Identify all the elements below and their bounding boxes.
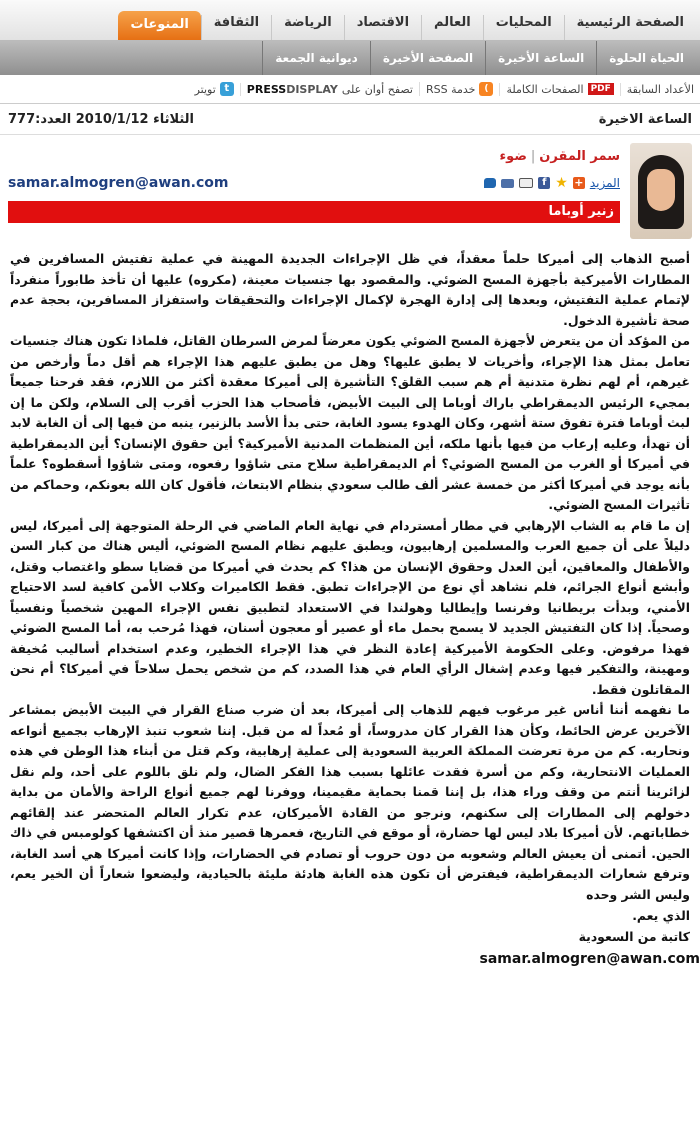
author-email[interactable]: samar.almogren@awan.com xyxy=(8,175,229,191)
author-block xyxy=(0,135,700,243)
subnav-friday[interactable]: ديوانية الجمعة xyxy=(262,41,370,75)
nav-world[interactable]: العالم xyxy=(421,15,483,40)
paragraph-3: إن ما قام به الشاب الإرهابي في مطار أمستردام في نهاية العام الماضي في الرحلة المتوجهة إلى أميركا، ليس دليلاً على أن جميع العرب والمسلمين إرهابيون، ويطبق عليهم نظام المسح الضوئي، أليس هناك من كبار السن والأطفال والمعاقين، أين العدل وحقوق الإنسان من هذا؟ كم يحدث في أميركا من قضايا سطو واغتصاب وقتل، وأبشع أنواع الجرائم، فلم نشاهد أي نوع من الإجراءات تطبق. فقط الكاميرات وكلاب الأمن كافية لسد الاحتياج الأمني، وبدأت بريطانيا وفرنسا وإيطاليا وهولندا في الاستعداد لتطبيق نفس الإجراء المهين شخصياً ونفسياً وصحياً. إذا كان التفتيش الجديد لا يسمح بحمل ماء أو عصير أو معجون أسنان، فهذا مُرحب به، أما المسح الضوئي فهذا مرفوض. وعلى الحكومة الأميركية إعادة النظر في هذا الإجراء الخطير، وعدم استخدام أساليب مُخيفة ومهينة، والتفكير فيها وعدم إشغال الرأي العام في هذا الصدد، كم من شخص يحمل سلاحاً في أميركا؟ أم نحن المقاتلون فقط. xyxy=(10,517,690,697)
more-link[interactable]: المزيد xyxy=(589,176,620,190)
add-icon[interactable]: + xyxy=(574,176,584,189)
column-name[interactable]: ضوء xyxy=(499,149,527,164)
secondary-nav xyxy=(0,41,700,75)
closing-line: الذي يعم. xyxy=(632,908,690,923)
nav-local[interactable]: المحليات xyxy=(483,15,564,40)
nav-culture[interactable]: الثقافة xyxy=(201,15,271,40)
utility-bar xyxy=(0,75,700,104)
comment-icon[interactable] xyxy=(484,178,496,188)
subnav-last-hour[interactable]: الساعة الأخيرة xyxy=(485,41,596,75)
twitter-icon: t xyxy=(220,82,234,96)
nav-home[interactable]: الصفحة الرئيسية xyxy=(564,15,696,40)
author-photo xyxy=(630,143,692,239)
archive-label: الأعداد السابقة xyxy=(626,82,694,96)
browse-label: تصفح أوان على xyxy=(341,82,413,96)
dateline xyxy=(0,104,700,135)
star-icon[interactable]: ★ xyxy=(555,175,568,191)
article-title: زنير أوباما xyxy=(8,201,620,223)
section-name: الساعة الاخيرة xyxy=(598,111,692,127)
nav-misc-active[interactable]: المنوعات xyxy=(118,11,200,40)
nav-economy[interactable]: الاقتصاد xyxy=(344,15,421,40)
facebook-icon[interactable]: f xyxy=(538,177,550,189)
print-icon[interactable] xyxy=(519,178,533,188)
full-pages-label: الصفحات الكاملة xyxy=(506,82,584,96)
pdf-icon: PDF xyxy=(588,83,614,95)
nav-sports[interactable]: الرياضة xyxy=(271,15,344,40)
subnav-sweet-life[interactable]: الحياة الحلوة xyxy=(596,41,696,75)
byline: سمر المقرن|ضوء xyxy=(499,149,620,164)
author-signature: كاتبة من السعودية xyxy=(578,929,690,944)
twitter-link[interactable] xyxy=(189,82,240,96)
rss-icon: ) xyxy=(479,82,493,96)
author-email-bottom[interactable]: samar.almogren@awan.com xyxy=(479,951,700,967)
primary-nav xyxy=(0,0,700,41)
rss-link[interactable] xyxy=(419,82,499,96)
issue-date: الثلاثاء 2010/1/12 العدد:777 xyxy=(8,111,195,127)
paragraph-2: من المؤكد أن من يتعرض لأجهزة المسح الضوئي يكون معرضاً لمرض السرطان القاتل، فلماذا تكون هناك جنسيات تعامل بمثل هذا الإجراء، وأخريات لا يطبق عليها؟ وهل من يطبق عليهم هذا الإجراء هم أقل دماً وأرخص من غيرهم، أم لهم نظرة متدنية أم هم سبب القلق؟ التأشيرة إلى أميركا معقدة أكثر من اللازم، فقد فرحنا جميعاً بمجيء الرئيس الديمقراطي باراك أوباما إلى البيت الأبيض، فأصحاب هذا الحزب أقرب إلى السلام، ولكن ما إن لبث أوباما فترة تفوق ستة أشهر، وكان الهدوء يسود الغابة، حتى بدأ الأسد بالزنير، ينبه من فيها إلى أن الغابة لابد أن تهدأ، وعليه إرعاب من فيها بأنها ملكه، أين المنظمات المدنية الأميركية؟ أين حقوق الإنسان؟ أين الديمقراطية في أميركا أو الغرب من المسح الضوئي؟ أم الديمقراطية سلاح متى شاؤوا رفعوه، ومتى شاؤوا أسقطوه؟ علماً بأنه يوجد في أميركا أكثر من خمسة عشر ألف طالب سعودي بنظام الابتعاث، فأقول كان الله بعونكم، وحماكم من تأثيرات المسح الضوئي. xyxy=(10,333,690,512)
email-icon[interactable] xyxy=(501,179,514,188)
rss-label: خدمة RSS xyxy=(425,82,476,96)
pressdisplay-logo: PRESSDISPLAY xyxy=(246,82,338,96)
twitter-label: تويتر xyxy=(194,82,216,96)
share-tools xyxy=(484,175,620,191)
full-pages-link[interactable] xyxy=(499,83,619,96)
article-body xyxy=(0,243,700,905)
paragraph-4: ما نفهمه أننا أناس غير مرغوب فيهم للذهاب إلى أميركا، بعد أن ضرب صناع القرار في البيت الأبيض بمشاعر الآخرين عرض الحائط، وكأن هذا القرار كان مدروساً، أو مُعداً له من قبل. إننا شعوب تنبذ الإرهاب بجميع أنواعه ونحاربه. كم من مرة تعرضت المملكة العربية السعودية إلى عملية إرهابية، وكم قتل من أبناء هذا الوطن في هذه العمليات الانتحارية، وكم من أسرة فقدت عائلها بسبب هذا الفكر الضال، ولم نلق باللوم على أحد، ولم نقل لزائرينا أنتم من وقف وراء هذا، بل إننا قمنا بحماية مقيمينا، ووفرنا لهم جميع أنواع الراحة والأمان من بداية دخولهم إلى المطارات إلى سكنهم، ونرجو من القادة الأميركان، عدم تكرار العالم المتحضر عند إلقائهم خطاباتهم. لأن أميركا بلاد ليس لها حضارة، أو موقع في التاريخ، فعمرها قصير منذ أن اكتشفها كولومبس في ذاك الحين. أتمنى أن يعيش العالم وشعوبه من دون حروب أو تصادم في الحضارات، وإذا كانت أميركا هي أسد الغابة، وترفع شعارات الديمقراطية، فيفترض أن تكون هذه الغابة هادئة مليئة بالحيادية، وليضعوا شعاراً أن الخير يعم، وليس الشر وحده xyxy=(10,702,690,902)
author-name[interactable]: سمر المقرن xyxy=(539,149,620,164)
pressdisplay-link[interactable] xyxy=(240,83,419,96)
paragraph-1: أصبح الذهاب إلى أميركا حلماً معقداً، في ظل الإجراءات الجديدة المهينة في عملية تفتيش المسافرين في المطارات الأميركية بأجهزة المسح الضوئي. والمقصود بها جنسيات معينة، (مكروه) عليها أن تأخذ طابوراً منفرداً لإتمام عملية التفتيش، وبعدها إلى إدارة الهجرة لإكمال الإجراءات والتحقيقات واستفزاز المسافرين، بحجة عدم صحة تأشيرة الدخول. xyxy=(10,251,690,328)
archive-link[interactable] xyxy=(620,83,700,96)
subnav-last-page[interactable]: الصفحة الأخيرة xyxy=(370,41,485,75)
